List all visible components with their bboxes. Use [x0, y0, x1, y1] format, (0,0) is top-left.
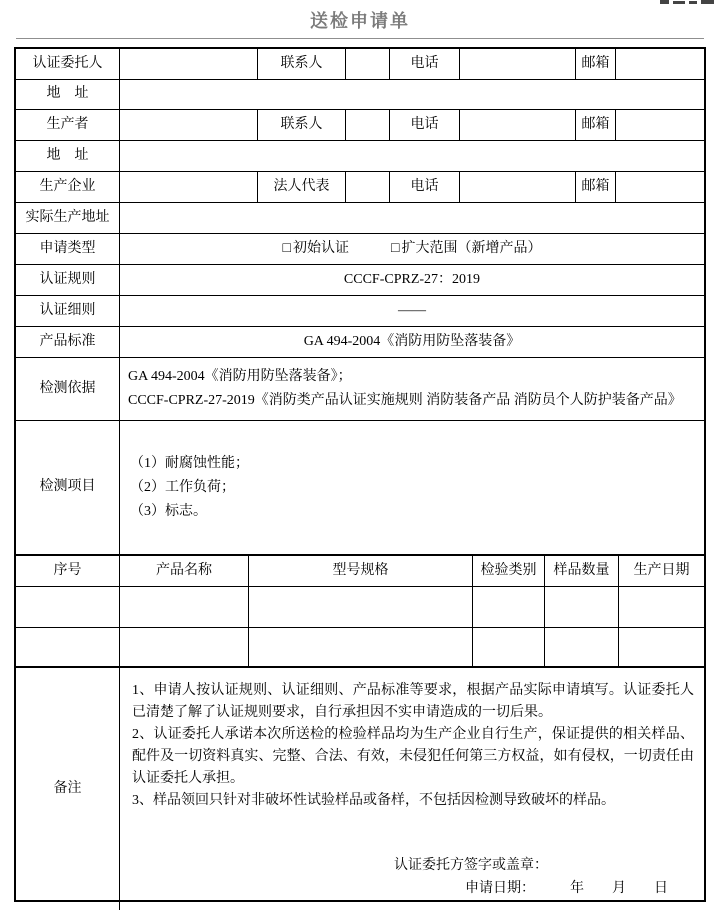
producer-contact-label: 联系人 [258, 110, 346, 140]
product-table-row [16, 587, 704, 628]
certification-rule-label: 认证规则 [16, 265, 120, 295]
certification-detail-value: —— [398, 302, 426, 318]
producer-phone-label: 电话 [390, 110, 460, 140]
applicant-row [16, 49, 704, 80]
producer-name-field[interactable] [120, 110, 258, 140]
col-header-product-name: 产品名称 [120, 556, 249, 586]
applicant-address-field[interactable] [120, 80, 704, 109]
product-cell-inspection-type[interactable] [473, 587, 545, 627]
title-divider [16, 38, 704, 39]
remarks-row [16, 668, 704, 910]
product-standard-value: GA 494-2004《消防用防坠落装备》 [303, 333, 521, 349]
option-initial-certification-label: 初始认证 [293, 240, 349, 256]
remarks-paragraph: 1、申请人按认证规则、认证细则、产品标准等要求，根据产品实际申请填写。认证委托人已清楚了解了认证规则要求，自行承担因不实申请造成的一切后果。 [132, 683, 694, 720]
actual-production-address-field[interactable] [120, 203, 704, 233]
applicant-phone-field[interactable] [460, 49, 576, 79]
applicant-contact-field[interactable] [346, 49, 390, 79]
test-basis-label: 检测依据 [16, 358, 120, 420]
product-cell-production-date[interactable] [619, 587, 704, 627]
producer-email-field[interactable] [616, 110, 704, 140]
producer-address-field[interactable] [120, 141, 704, 171]
test-items-row [16, 421, 704, 556]
producer-address-label: 地 址 [16, 141, 120, 171]
col-header-sample-qty: 样品数量 [545, 556, 619, 586]
applicant-name-field[interactable] [120, 49, 258, 79]
producer-label: 生产者 [16, 110, 120, 140]
remarks-paragraph: 2、认证委托人承诺本次所送检的检验样品均为生产企业自行生产，保证提供的相关样品、配件及一切资料真实、完整、合法、有效，未侵犯任何第三方权益，如有侵权，一切责任由认证委托人承担。 [132, 727, 694, 786]
certification-detail-row [16, 296, 704, 327]
option-expand-scope-label: 扩大范围（新增产品） [401, 240, 542, 256]
manufacturer-label: 生产企业 [16, 172, 120, 202]
application-date-line[interactable]: 申请日期： 年 月 日 [465, 881, 668, 896]
product-cell-serial[interactable] [16, 628, 120, 666]
applicant-contact-label: 联系人 [258, 49, 346, 79]
checkbox-icon[interactable]: □ [282, 240, 291, 256]
producer-row [16, 110, 704, 141]
product-standard-label: 产品标准 [16, 327, 120, 357]
product-standard-row [16, 327, 704, 358]
product-cell-sample-qty[interactable] [545, 628, 619, 666]
certification-rule-row [16, 265, 704, 296]
application-form-table [14, 47, 706, 902]
legal-representative-label: 法人代表 [258, 172, 346, 202]
application-type-options [120, 234, 704, 264]
actual-production-address-label: 实际生产地址 [16, 203, 120, 233]
applicant-email-field[interactable] [616, 49, 704, 79]
product-cell-inspection-type[interactable] [473, 628, 545, 666]
legal-representative-field[interactable] [346, 172, 390, 202]
applicant-phone-label: 电话 [390, 49, 460, 79]
manufacturer-row [16, 172, 704, 203]
option-expand-scope[interactable] [391, 240, 541, 258]
product-cell-serial[interactable] [16, 587, 120, 627]
producer-contact-field[interactable] [346, 110, 390, 140]
applicant-label: 认证委托人 [16, 49, 120, 79]
col-header-serial: 序号 [16, 556, 120, 586]
manufacturer-phone-field[interactable] [460, 172, 576, 202]
clipped-text-fragment-icon [660, 0, 714, 4]
signature-line[interactable]: 认证委托方签字或盖章： [394, 858, 548, 873]
remarks-paragraph: 3、样品领回只针对非破坏性试验样品或备样，不包括因检测导致破坏的样品。 [132, 793, 615, 808]
remarks-label: 备注 [16, 668, 120, 910]
manufacturer-email-field[interactable] [616, 172, 704, 202]
col-header-model-spec: 型号规格 [249, 556, 473, 586]
product-cell-name[interactable] [120, 628, 249, 666]
checkbox-icon[interactable]: □ [391, 240, 400, 256]
product-cell-production-date[interactable] [619, 628, 704, 666]
product-cell-model[interactable] [249, 628, 473, 666]
certification-detail-label: 认证细则 [16, 296, 120, 326]
manufacturer-phone-label: 电话 [390, 172, 460, 202]
manufacturer-name-field[interactable] [120, 172, 258, 202]
producer-email-label: 邮箱 [576, 110, 616, 140]
test-basis-row [16, 358, 704, 421]
product-table-row [16, 628, 704, 668]
remarks-text [120, 668, 704, 910]
page-title: 送检申请单 [310, 11, 410, 31]
test-basis-text: GA 494-2004《消防用防坠落装备》； CCCF-CPRZ-27-2019《消防类产品认证实施规则 消防装备产品 消防员个人防护装备产品》 [128, 369, 682, 408]
test-items-label: 检测项目 [16, 421, 120, 554]
col-header-production-date: 生产日期 [633, 562, 690, 578]
product-cell-name[interactable] [120, 587, 249, 627]
application-type-row [16, 234, 704, 265]
product-cell-sample-qty[interactable] [545, 587, 619, 627]
manufacturer-email-label: 邮箱 [576, 172, 616, 202]
option-initial-certification[interactable] [283, 240, 349, 258]
applicant-address-row [16, 80, 704, 110]
test-items-text: （1）耐腐蚀性能； （2）工作负荷； （3）标志。 [130, 455, 249, 519]
applicant-email-label: 邮箱 [576, 49, 616, 79]
application-type-label: 申请类型 [16, 234, 120, 264]
producer-phone-field[interactable] [460, 110, 576, 140]
certification-rule-value: CCCF-CPRZ-27：2019 [343, 271, 481, 287]
col-header-inspection-type: 检验类别 [473, 556, 545, 586]
actual-production-address-row [16, 203, 704, 234]
producer-address-row [16, 141, 704, 172]
product-table-header-row [16, 556, 704, 587]
product-cell-model[interactable] [249, 587, 473, 627]
applicant-address-label: 地 址 [16, 80, 120, 109]
